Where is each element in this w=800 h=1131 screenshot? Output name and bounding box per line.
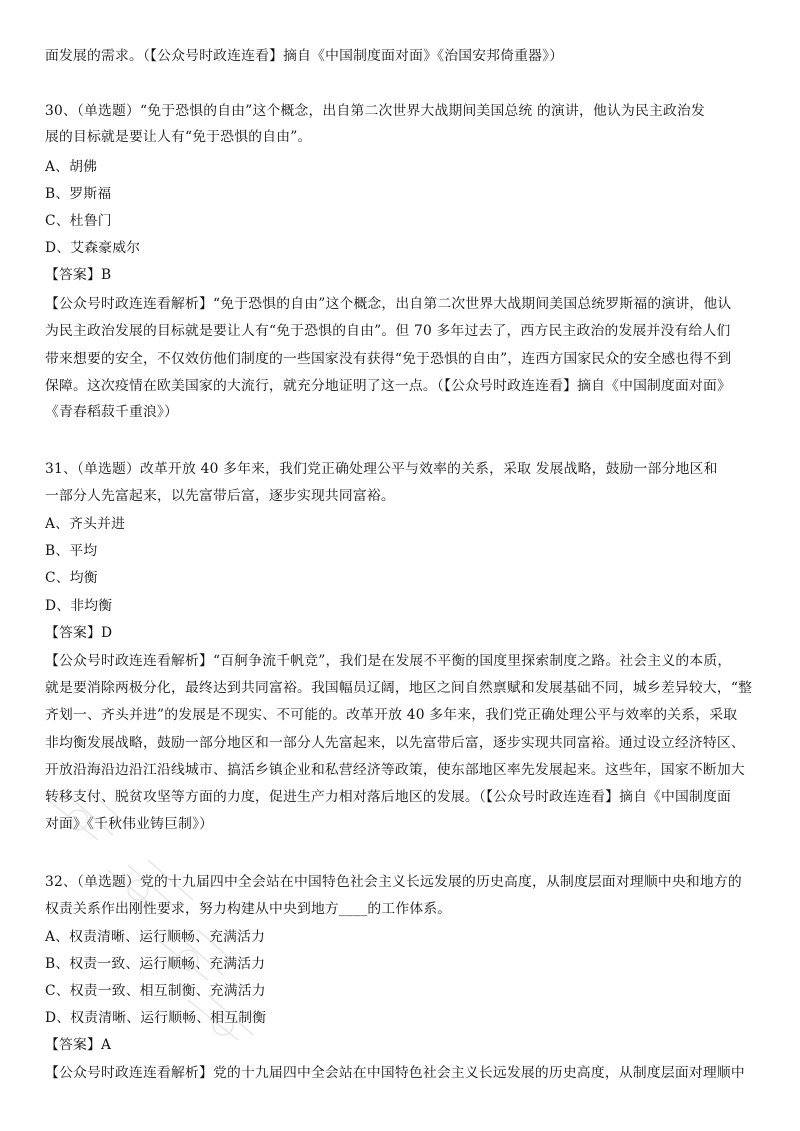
question-31-option-c: C、均衡 <box>45 570 98 586</box>
question-31-option-d: D、非均衡 <box>45 598 113 614</box>
question-30-stem-line-2: 展的目标就是要让人有“免于恐惧的自由”。 <box>45 129 312 145</box>
question-31-analysis-line: 开放沿海沿边沿江沿线城市、搞活乡镇企业和私营经济等政策，使东部地区率先发展起来。这些年，国家不断加大 <box>45 762 745 778</box>
question-31-stem-line-2: 一部分人先富起来，以先富带后富，逐步实现共同富裕。 <box>45 488 395 504</box>
question-31-option-a: A、齐头并进 <box>45 516 126 532</box>
question-30-analysis-line: 【公众号时政连连看解析】“免于恐惧的自由”这个概念，出自第二次世界大战期间美国总统罗斯福的演讲，他认 <box>45 296 732 312</box>
question-30-stem-line-1: 30、（单选题）“免于恐惧的自由”这个概念，出自第二次世界大战期间美国总统 的演讲，他认为民主政治发 <box>45 103 706 119</box>
question-32-option-d: D、权责清晰、运行顺畅、相互制衡 <box>45 1010 267 1026</box>
question-31-analysis-line: 齐划一、齐头并进”的发展是不现实、不可能的。改革开放 40 多年来，我们党正确处理公平与效率的关系，采取 <box>45 707 738 723</box>
question-31-stem-line-1: 31、（单选题）改革开放 40 多年来，我们党正确处理公平与效率的关系，采取 发展战略，鼓励一部分地区和 <box>45 461 718 477</box>
question-30-option-a: A、胡佛 <box>45 159 98 175</box>
question-30-analysis-line: 为民主政治发展的目标就是要让人有“免于恐惧的自由”。但 70 多年过去了，西方民主政治的发展并没有给人们 <box>45 323 731 339</box>
question-31-analysis-line: 转移支付、脱贫攻坚等方面的力度，促进生产力相对落后地区的发展。（【公众号时政连连看】摘自《中国制度面 <box>45 789 732 805</box>
question-31-option-b: B、平均 <box>45 543 98 559</box>
question-31-analysis-line: 非均衡发展战略，鼓励一部分地区和一部分人先富起来，以先富带后富，逐步实现共同富裕。通过设立经济特区、 <box>45 735 745 751</box>
question-30-analysis-line: 保障。这次疫情在欧美国家的大流行，就充分地证明了这一点。（【公众号时政连连看】摘自《中国制度面对面》 <box>45 378 732 394</box>
question-30-option-d: D、艾森豪威尔 <box>45 240 141 256</box>
question-31-analysis-line: 就是要消除两极分化，最终达到共同富裕。我国幅员辽阔，地区之间自然禀赋和发展基础不同，城乡差异较大，“整 <box>45 680 753 696</box>
question-30-option-b: B、罗斯福 <box>45 186 112 202</box>
question-32-analysis-line: 【公众号时政连连看解析】党的十九届四中全会站在中国特色社会主义长远发展的历史高度，从制度层面对理顺中 <box>45 1065 745 1081</box>
question-32-option-a: A、权责清晰、运行顺畅、充满活力 <box>45 929 266 945</box>
question-31-answer: 【答案】D <box>45 625 113 641</box>
question-32-answer: 【答案】A <box>45 1037 112 1053</box>
question-32-option-c: C、权责一致、相互制衡、充满活力 <box>45 983 266 999</box>
question-32-stem-line-1: 32、（单选题）党的十九届四中全会站在中国特色社会主义长远发展的历史高度，从制度层面对理顺中央和地方的 <box>45 874 742 890</box>
question-31-analysis-line: 对面》《千秋伟业铸巨制》） <box>45 816 214 832</box>
question-30-analysis-line: 带来想要的安全，不仅效仿他们制度的一些国家没有获得“免于恐惧的自由”，连西方国家民众的安全感也得不到 <box>45 351 732 367</box>
question-30-analysis-line: 《青春稻菽千重浪》） <box>45 404 179 420</box>
question-30-option-c: C、杜鲁门 <box>45 213 112 229</box>
question-32-option-b: B、权责一致、运行顺畅、充满活力 <box>45 956 266 972</box>
question-32-stem-line-2: 权责关系作出刚性要求，努力构建从中央到地方____的工作体系。 <box>45 901 452 917</box>
text-line: 面发展的需求。（【公众号时政连连看】摘自《中国制度面对面》《治国安邦倚重器》） <box>45 48 564 64</box>
question-30-answer: 【答案】B <box>45 267 112 283</box>
question-31-analysis-line: 【公众号时政连连看解析】“百舸争流千帆竞”，我们是在发展不平衡的国度里探索制度之路。社会主义的本质， <box>45 653 732 669</box>
